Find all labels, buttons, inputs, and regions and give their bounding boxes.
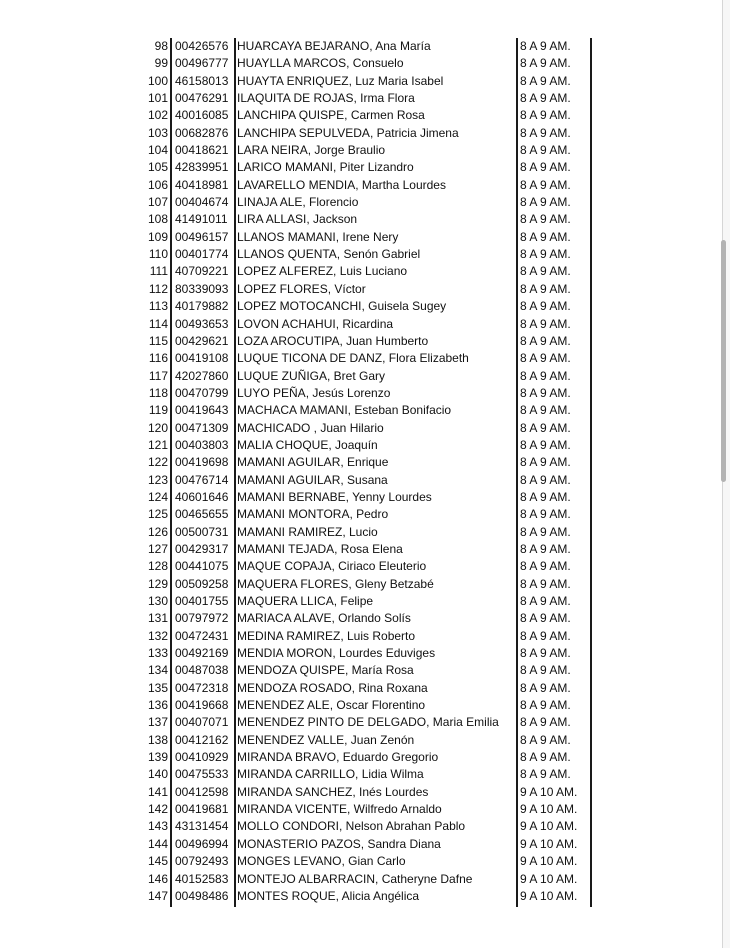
row-name: MENENDEZ VALLE, Juan Zenón — [237, 732, 415, 747]
table-row — [144, 90, 592, 107]
table-row — [144, 281, 592, 298]
table-row — [144, 125, 592, 142]
row-hour: 8 A 9 AM. — [520, 264, 571, 279]
table-row — [144, 645, 592, 662]
row-number: 116 — [148, 351, 168, 366]
table-row — [144, 680, 592, 697]
row-hour: 8 A 9 AM. — [520, 489, 571, 504]
row-hour: 8 A 9 AM. — [520, 247, 571, 262]
row-name: LARA NEIRA, Jorge Braulio — [237, 143, 386, 158]
row-hour: 8 A 9 AM. — [520, 368, 571, 383]
table-row — [144, 836, 592, 853]
row-name: MIRANDA BRAVO, Eduardo Gregorio — [237, 750, 439, 765]
row-dni: 40152583 — [175, 871, 229, 886]
row-number: 133 — [147, 646, 168, 661]
row-name: HUARCAYA BEJARANO, Ana María — [237, 39, 431, 53]
row-hour: 8 A 9 AM. — [520, 56, 571, 71]
row-number: 100 — [147, 73, 168, 88]
row-number: 113 — [148, 299, 168, 314]
row-name: LARICO MAMANI, Piter Lizandro — [237, 160, 414, 175]
table-row — [144, 420, 592, 437]
row-hour: 9 A 10 AM. — [520, 784, 578, 799]
row-name: MAMANI RAMIREZ, Lucio — [237, 524, 378, 539]
row-hour: 8 A 9 AM. — [520, 125, 571, 140]
row-number: 134 — [147, 663, 168, 678]
row-name: LOPEZ MOTOCANCHI, Guisela Sugey — [237, 299, 447, 314]
row-hour: 8 A 9 AM. — [520, 281, 571, 296]
row-name: MALIA CHOQUE, Joaquín — [237, 437, 378, 452]
row-hour: 8 A 9 AM. — [520, 524, 571, 539]
row-number: 147 — [147, 888, 168, 903]
row-dni: 00419668 — [175, 698, 229, 713]
row-number: 112 — [148, 281, 168, 296]
row-hour: 8 A 9 AM. — [520, 767, 571, 782]
table-row — [144, 333, 592, 350]
row-hour: 8 A 9 AM. — [520, 437, 571, 452]
table-row — [144, 246, 592, 263]
table-row — [144, 38, 592, 55]
row-hour: 8 A 9 AM. — [520, 195, 571, 210]
row-number: 126 — [147, 524, 168, 539]
row-dni: 80339093 — [175, 281, 229, 296]
row-name: ILAQUITA DE ROJAS, Irma Flora — [237, 91, 415, 106]
row-hour: 8 A 9 AM. — [520, 750, 571, 765]
row-number: 111 — [149, 264, 168, 279]
row-hour: 8 A 9 AM. — [520, 611, 571, 626]
table-row — [144, 159, 592, 176]
row-number: 103 — [147, 125, 168, 140]
row-hour: 8 A 9 AM. — [520, 403, 571, 418]
row-dni: 00496157 — [175, 229, 229, 244]
row-number: 144 — [147, 836, 168, 851]
row-number: 115 — [148, 333, 168, 348]
row-dni: 00419698 — [175, 455, 229, 470]
row-hour: 8 A 9 AM. — [520, 299, 571, 314]
row-number: 105 — [147, 160, 168, 175]
row-number: 110 — [148, 247, 168, 262]
row-hour: 8 A 9 AM. — [520, 646, 571, 661]
row-number: 146 — [147, 871, 168, 886]
row-hour: 8 A 9 AM. — [520, 177, 571, 192]
row-dni: 00470799 — [175, 385, 229, 400]
row-number: 127 — [147, 541, 168, 556]
table-row — [144, 194, 592, 211]
row-dni: 00498486 — [175, 888, 229, 903]
row-name: LANCHIPA SEPULVEDA, Patricia Jimena — [237, 125, 459, 140]
row-dni: 00500731 — [175, 524, 229, 539]
row-dni: 00496994 — [175, 836, 229, 851]
row-hour: 8 A 9 AM. — [520, 333, 571, 348]
row-number: 132 — [147, 628, 168, 643]
row-dni: 41491011 — [175, 212, 228, 227]
row-dni: 00412162 — [175, 732, 229, 747]
row-name: HUAYTA ENRIQUEZ, Luz Maria Isabel — [237, 73, 444, 88]
row-hour: 8 A 9 AM. — [520, 559, 571, 574]
row-hour: 8 A 9 AM. — [520, 507, 571, 522]
row-hour: 9 A 10 AM. — [520, 854, 578, 869]
table-row — [144, 628, 592, 645]
row-dni: 00429621 — [175, 333, 229, 348]
row-hour: 8 A 9 AM. — [520, 680, 571, 695]
table-row — [144, 316, 592, 333]
row-hour: 9 A 10 AM. — [520, 802, 578, 817]
row-number: 122 — [147, 455, 168, 470]
row-name: MENENDEZ PINTO DE DELGADO, Maria Emilia — [237, 715, 499, 730]
row-number: 102 — [147, 108, 168, 123]
table-row — [144, 662, 592, 679]
row-dni: 40016085 — [175, 108, 229, 123]
row-dni: 00496777 — [175, 56, 229, 71]
row-name: LUYO PEÑA, Jesús Lorenzo — [237, 385, 391, 400]
row-dni: 00472431 — [175, 628, 229, 643]
attendee-table — [144, 38, 592, 905]
table-row — [144, 211, 592, 228]
scrollbar-thumb[interactable] — [721, 240, 726, 482]
table-row — [144, 454, 592, 471]
row-dni: 00429317 — [175, 541, 229, 556]
row-name: MAMANI MONTORA, Pedro — [237, 507, 389, 522]
row-number: 145 — [147, 854, 168, 869]
row-name: MONTEJO ALBARRACIN, Catheryne Dafne — [237, 871, 473, 886]
row-name: MACHICADO , Juan Hilario — [237, 420, 384, 435]
row-dni: 00492169 — [175, 646, 229, 661]
row-hour: 8 A 9 AM. — [520, 663, 571, 678]
table-row — [144, 402, 592, 419]
row-number: 106 — [147, 177, 168, 192]
row-number: 109 — [147, 229, 168, 244]
row-number: 136 — [147, 698, 168, 713]
row-name: MAMANI BERNABE, Yenny Lourdes — [237, 489, 432, 504]
table-row — [144, 55, 592, 72]
row-dni: 00412598 — [175, 784, 229, 799]
table-row — [144, 576, 592, 593]
row-hour: 8 A 9 AM. — [520, 385, 571, 400]
row-dni: 00475533 — [175, 767, 229, 782]
row-hour: 8 A 9 AM. — [520, 91, 571, 106]
row-name: MENENDEZ ALE, Oscar Florentino — [237, 698, 426, 713]
row-hour: 8 A 9 AM. — [520, 143, 571, 158]
table-row — [144, 142, 592, 159]
row-name: MAQUERA LLICA, Felipe — [237, 594, 374, 608]
table-row — [144, 853, 592, 870]
row-name: MONTES ROQUE, Alicia Angélica — [237, 888, 420, 903]
row-number: 101 — [147, 91, 168, 106]
table-row — [144, 766, 592, 783]
row-number: 118 — [148, 385, 168, 400]
row-hour: 8 A 9 AM. — [520, 628, 571, 643]
row-hour: 9 A 10 AM. — [520, 888, 578, 903]
row-number: 137 — [147, 715, 168, 730]
row-dni: 00471309 — [175, 420, 229, 435]
row-hour: 8 A 9 AM. — [520, 455, 571, 470]
row-dni: 00419643 — [175, 403, 229, 418]
row-name: MIRANDA VICENTE, Wilfredo Arnaldo — [237, 802, 442, 817]
row-dni: 00797972 — [175, 611, 229, 626]
row-hour: 8 A 9 AM. — [520, 732, 571, 747]
table-row — [144, 489, 592, 506]
row-name: LLANOS MAMANI, Irene Nery — [237, 229, 399, 244]
row-dni: 40709221 — [175, 264, 229, 279]
table-row — [144, 524, 592, 541]
table-row — [144, 784, 592, 801]
table-row — [144, 888, 592, 905]
row-hour: 8 A 9 AM. — [520, 594, 571, 608]
row-dni: 00476714 — [175, 472, 229, 487]
table-row — [144, 714, 592, 731]
row-number: 138 — [147, 732, 168, 747]
row-hour: 8 A 9 AM. — [520, 541, 571, 556]
row-number: 131 — [147, 611, 168, 626]
row-name: MENDOZA QUISPE, María Rosa — [237, 663, 414, 678]
row-hour: 8 A 9 AM. — [520, 351, 571, 366]
row-hour: 9 A 10 AM. — [520, 871, 578, 886]
row-name: LOPEZ FLORES, Víctor — [237, 281, 366, 296]
table-row — [144, 593, 592, 610]
row-hour: 8 A 9 AM. — [520, 39, 571, 53]
row-number: 123 — [147, 472, 168, 487]
row-dni: 00404674 — [175, 195, 229, 210]
row-name: LOZA AROCUTIPA, Juan Humberto — [237, 333, 429, 348]
row-dni: 00401774 — [175, 247, 229, 262]
row-dni: 00493653 — [175, 316, 229, 331]
row-dni: 00410929 — [175, 750, 229, 765]
row-name: MAMANI TEJADA, Rosa Elena — [237, 541, 403, 556]
row-dni: 00401755 — [175, 594, 229, 608]
row-name: MENDOZA ROSADO, Rina Roxana — [237, 680, 428, 695]
table-row — [144, 385, 592, 402]
row-number: 125 — [147, 507, 168, 522]
row-dni: 00476291 — [175, 91, 229, 106]
row-dni: 42839951 — [175, 160, 229, 175]
table-row — [144, 177, 592, 194]
row-dni: 00418621 — [175, 143, 229, 158]
row-number: 124 — [147, 489, 168, 504]
table-row — [144, 472, 592, 489]
table-row — [144, 818, 592, 835]
row-number: 104 — [147, 143, 168, 158]
row-number: 129 — [147, 576, 168, 591]
row-name: MAQUE COPAJA, Ciriaco Eleuterio — [237, 559, 427, 574]
row-hour: 8 A 9 AM. — [520, 73, 571, 88]
table-row — [144, 298, 592, 315]
table-row — [144, 368, 592, 385]
row-name: LOPEZ ALFEREZ, Luis Luciano — [237, 264, 408, 279]
row-dni: 00426576 — [175, 39, 229, 53]
row-hour: 9 A 10 AM. — [520, 836, 578, 851]
row-number: 120 — [147, 420, 168, 435]
row-hour: 8 A 9 AM. — [520, 472, 571, 487]
row-dni: 00441075 — [175, 559, 229, 574]
table-row — [144, 541, 592, 558]
row-dni: 40418981 — [175, 177, 229, 192]
row-number: 121 — [147, 437, 168, 452]
table-row — [144, 437, 592, 454]
row-number: 119 — [148, 403, 168, 418]
row-dni: 00682876 — [175, 125, 229, 140]
row-number: 107 — [147, 195, 168, 210]
row-name: MONGES LEVANO, Gian Carlo — [237, 854, 406, 869]
row-name: MONASTERIO PAZOS, Sandra Diana — [237, 836, 441, 851]
table-row — [144, 107, 592, 124]
row-dni: 40601646 — [175, 489, 229, 504]
row-dni: 00487038 — [175, 663, 229, 678]
row-hour: 8 A 9 AM. — [520, 576, 571, 591]
table-row — [144, 610, 592, 627]
row-name: MIRANDA SANCHEZ, Inés Lourdes — [237, 784, 429, 799]
row-name: MIRANDA CARRILLO, Lidia Wilma — [237, 767, 424, 782]
row-hour: 9 A 10 AM. — [520, 819, 578, 834]
table-row — [144, 506, 592, 523]
row-hour: 8 A 9 AM. — [520, 108, 571, 123]
row-dni: 00465655 — [175, 507, 229, 522]
row-name: MEDINA RAMIREZ, Luis Roberto — [237, 628, 416, 643]
row-dni: 46158013 — [175, 73, 229, 88]
row-hour: 8 A 9 AM. — [520, 160, 571, 175]
row-number: 114 — [148, 316, 168, 331]
row-name: LLANOS QUENTA, Senón Gabriel — [237, 247, 421, 262]
row-dni: 00419681 — [175, 802, 229, 817]
row-number: 140 — [147, 767, 168, 782]
row-name: LIRA ALLASI, Jackson — [237, 212, 358, 227]
row-name: MARIACA ALAVE, Orlando Solís — [237, 611, 411, 626]
row-hour: 8 A 9 AM. — [520, 420, 571, 435]
row-hour: 8 A 9 AM. — [520, 229, 571, 244]
row-number: 143 — [147, 819, 168, 834]
table-row — [144, 229, 592, 246]
row-name: MAMANI AGUILAR, Enrique — [237, 455, 389, 470]
row-name: MACHACA MAMANI, Esteban Bonifacio — [237, 403, 452, 418]
row-dni: 00419108 — [175, 351, 229, 366]
row-number: 142 — [147, 802, 168, 817]
row-number: 128 — [147, 559, 168, 574]
row-number: 135 — [147, 680, 168, 695]
row-name: MAMANI AGUILAR, Susana — [237, 472, 388, 487]
row-number: 108 — [147, 212, 168, 227]
row-hour: 8 A 9 AM. — [520, 316, 571, 331]
row-number: 141 — [147, 784, 168, 799]
table-row — [144, 697, 592, 714]
table-row — [144, 73, 592, 90]
row-number: 98 — [154, 39, 168, 53]
row-name: LANCHIPA QUISPE, Carmen Rosa — [237, 108, 425, 123]
row-number: 117 — [148, 368, 168, 383]
row-dni: 43131454 — [175, 819, 229, 834]
row-dni: 40179882 — [175, 299, 229, 314]
row-name: LUQUE ZUÑIGA, Bret Gary — [237, 368, 386, 383]
row-name: MENDIA MORON, Lourdes Eduviges — [237, 646, 436, 661]
row-name: LUQUE TICONA DE DANZ, Flora Elizabeth — [237, 351, 469, 366]
row-name: HUAYLLA MARCOS, Consuelo — [237, 56, 404, 71]
row-name: MAQUERA FLORES, Gleny Betzabé — [237, 576, 434, 591]
row-name: MOLLO CONDORI, Nelson Abrahan Pablo — [237, 819, 466, 834]
row-dni: 00403803 — [175, 437, 229, 452]
row-name: LINAJA ALE, Florencio — [237, 195, 359, 210]
row-dni: 00472318 — [175, 680, 229, 695]
row-dni: 00792493 — [175, 854, 229, 869]
row-name: LAVARELLO MENDIA, Martha Lourdes — [237, 177, 446, 192]
row-hour: 8 A 9 AM. — [520, 698, 571, 713]
table-row — [144, 732, 592, 749]
row-hour: 8 A 9 AM. — [520, 212, 571, 227]
row-dni: 00509258 — [175, 576, 229, 591]
table-row — [144, 801, 592, 818]
table-row — [144, 749, 592, 766]
row-name: LOVON ACHAHUI, Ricardina — [237, 316, 394, 331]
table-row — [144, 558, 592, 575]
row-number: 139 — [147, 750, 168, 765]
table-row — [144, 871, 592, 888]
row-dni: 42027860 — [175, 368, 229, 383]
row-number: 99 — [154, 56, 168, 71]
table-row — [144, 263, 592, 280]
table-row — [144, 350, 592, 367]
row-hour: 8 A 9 AM. — [520, 715, 571, 730]
row-number: 130 — [147, 594, 168, 608]
row-dni: 00407071 — [175, 715, 229, 730]
